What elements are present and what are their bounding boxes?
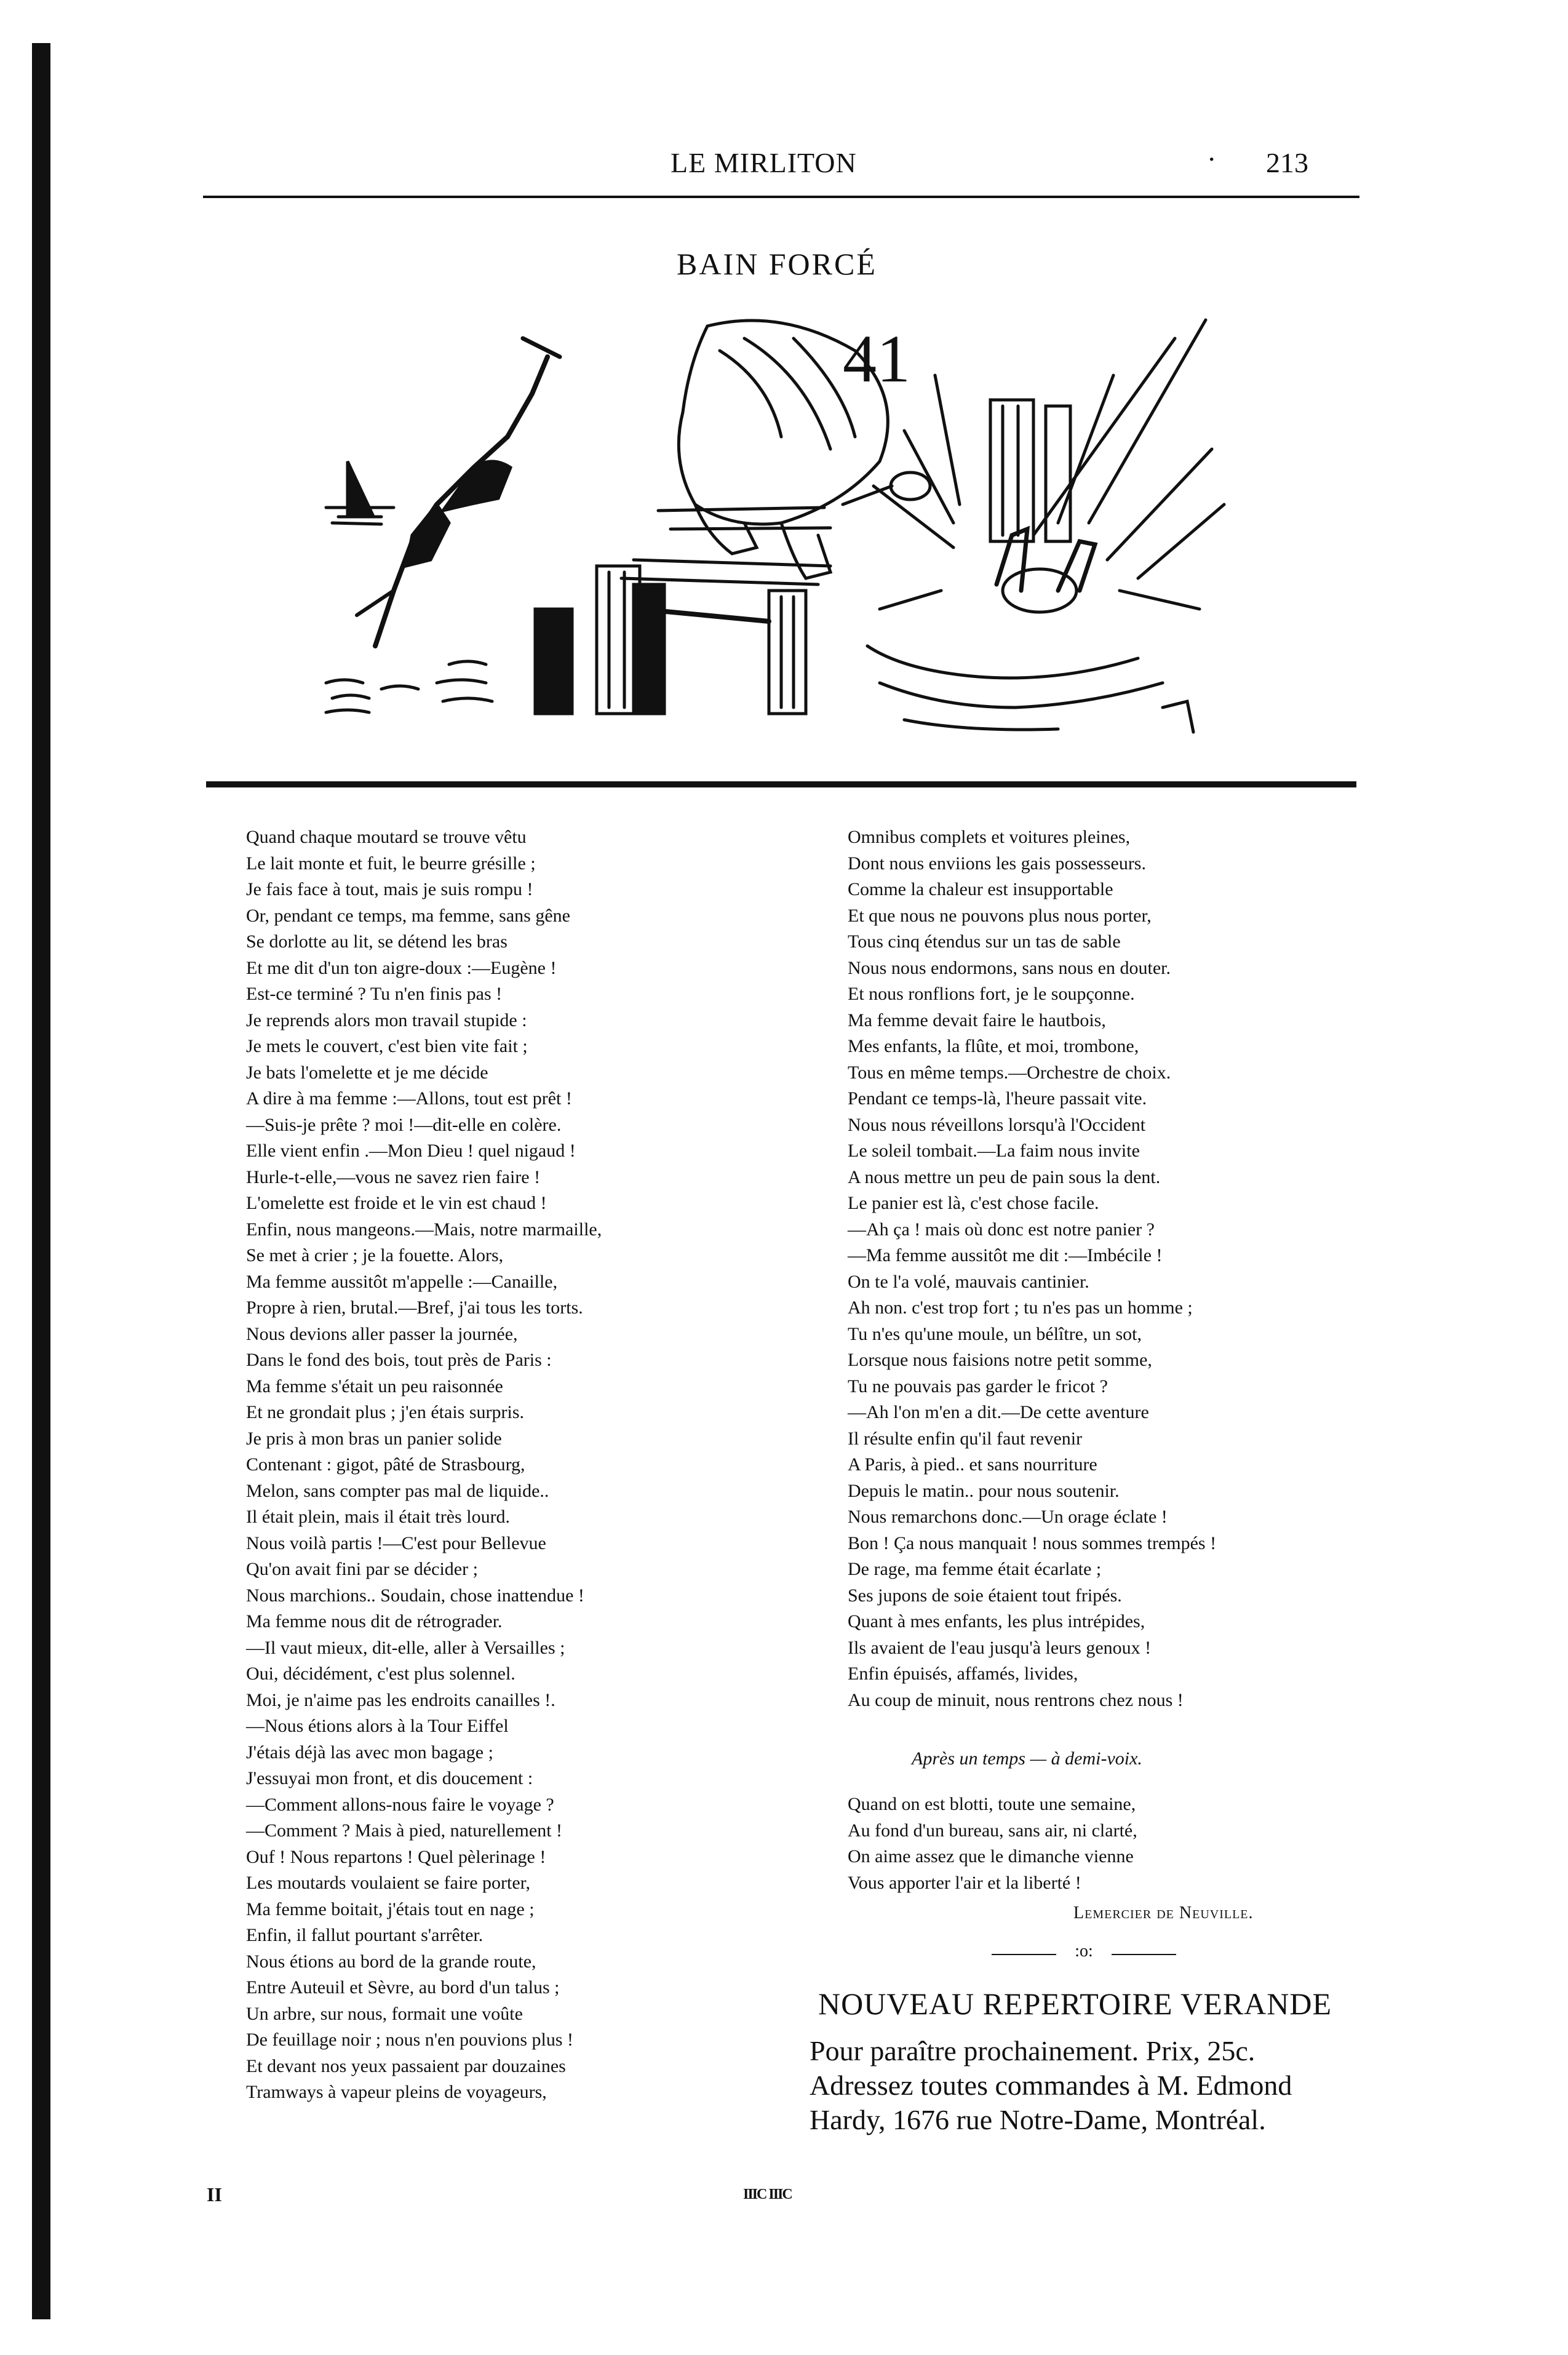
poem-line: Dans le fond des bois, tout près de Paris : (246, 1350, 552, 1370)
poem-line: —Ah l'on m'en a dit.—De cette aventure (848, 1402, 1149, 1422)
poem-line: L'omelette est froide et le vin est chaud ! (246, 1193, 547, 1213)
illustration-left-panel (326, 321, 888, 714)
poem-line: Moi, je n'aime pas les endroits canailles !. (246, 1689, 555, 1710)
running-title: LE MIRLITON (671, 147, 857, 178)
section-separator: :o: (992, 1942, 1176, 1961)
poem-line: Je mets le couvert, c'est bien vite fait ; (246, 1036, 528, 1056)
advert-line: Pour paraître prochainement. Prix, 25c. (810, 2035, 1256, 2066)
poem-line: Au fond d'un bureau, sans air, ni clarté, (848, 1820, 1137, 1841)
poem-line: Elle vient enfin .—Mon Dieu ! quel nigaud ! (246, 1141, 576, 1161)
poem-line: Bon ! Ça nous manquait ! nous sommes trempés ! (848, 1532, 1217, 1553)
poem-line: Nous nous réveillons lorsqu'à l'Occident (848, 1114, 1146, 1135)
poem-line: Quand chaque moutard se trouve vêtu (246, 827, 527, 847)
poem-line: Oui, décidément, c'est plus solennel. (246, 1664, 515, 1684)
poem-line: Contenant : gigot, pâté de Strasbourg, (246, 1454, 525, 1475)
poem-line: A dire à ma femme :—Allons, tout est prêt ! (246, 1088, 572, 1109)
poem-line: Qu'on avait fini par se décider ; (246, 1559, 478, 1579)
poem-line: Ma femme aussitôt m'appelle :—Canaille, (246, 1271, 558, 1292)
poem-line: Les moutards voulaient se faire porter, (246, 1873, 530, 1893)
page-number: 213 (1266, 147, 1308, 178)
stage-direction: Après un temps — à demi-voix. (912, 1748, 1142, 1769)
poem-line: Est-ce terminé ? Tu n'en finis pas ! (246, 984, 503, 1004)
poem-line: Nous marchions.. Soudain, chose inattendue ! (246, 1585, 584, 1606)
poem-line: Au coup de minuit, nous rentrons chez nous ! (848, 1689, 1184, 1710)
poem-line: Quand on est blotti, toute une semaine, (848, 1794, 1136, 1814)
illustration (289, 301, 1273, 744)
poem-line: Je bats l'omelette et je me décide (246, 1062, 488, 1083)
poem-line: J'étais déjà las avec mon bagage ; (246, 1742, 493, 1763)
advert-line: Adressez toutes commandes à M. Edmond (810, 2070, 1292, 2101)
poem-line: —Il vaut mieux, dit-elle, aller à Versailles ; (246, 1637, 565, 1658)
poem-column-right (848, 824, 1216, 1713)
poem-line: Nous remarchons donc.—Un orage éclate ! (848, 1507, 1168, 1527)
poem-line: Enfin, il fallut pourtant s'arrêter. (246, 1925, 484, 1945)
poem-line: Lorsque nous faisions notre petit somme, (848, 1350, 1152, 1370)
advert-title: NOUVEAU REPERTOIRE VERANDE (818, 1986, 1332, 2021)
poem-line: Je reprends alors mon travail stupide : (246, 1010, 527, 1030)
poem-line: Enfin, nous mangeons.—Mais, notre marmaille, (246, 1219, 602, 1240)
poem-line: Mes enfants, la flûte, et moi, trombone, (848, 1036, 1139, 1056)
poem-line: —Comment ? Mais à pied, naturellement ! (246, 1820, 563, 1841)
print-smudge: IIIC IIIC (743, 2186, 792, 2202)
article-title: BAIN FORCÉ (677, 247, 877, 281)
poem-line: Comme la chaleur est insupportable (848, 879, 1113, 899)
poem-line: Je pris à mon bras un panier solide (246, 1428, 502, 1449)
poem-line: Hurle-t-elle,—vous ne savez rien faire ! (246, 1166, 541, 1187)
poem-line: Ma femme nous dit de rétrograder. (246, 1611, 503, 1632)
poem-line: Il résulte enfin qu'il faut revenir (848, 1428, 1083, 1449)
poem-line: Ils avaient de l'eau jusqu'à leurs genoux ! (848, 1637, 1152, 1658)
poem-line: De feuillage noir ; nous n'en pouvions plus ! (246, 2030, 573, 2050)
poem-line: Et me dit d'un ton aigre-doux :—Eugène ! (246, 957, 557, 978)
margin-mark: II (207, 2183, 222, 2206)
poem-line: A nous mettre un peu de pain sous la dent. (848, 1166, 1161, 1187)
poem-line: Nous devions aller passer la journée, (246, 1323, 518, 1344)
poem-line: On te l'a volé, mauvais cantinier. (848, 1271, 1089, 1292)
poem-line: Enfin épuisés, affamés, livides, (848, 1664, 1078, 1684)
poem-line: Quant à mes enfants, les plus intrépides, (848, 1611, 1145, 1632)
poem-line: Et que nous ne pouvons plus nous porter, (848, 905, 1152, 926)
poem-line: Et ne grondait plus ; j'en étais surpris. (246, 1402, 524, 1422)
poem-line: —Ah ça ! mais où donc est notre panier ? (848, 1219, 1155, 1240)
poem-line: De rage, ma femme était écarlate ; (848, 1559, 1102, 1579)
poem-line: Omnibus complets et voitures pleines, (848, 827, 1131, 847)
poem-line: Ma femme boitait, j'étais tout en nage ; (246, 1899, 535, 1919)
author-signature: Lemercier de Neuville. (1073, 1903, 1254, 1923)
poem-line: Tu ne pouvais pas garder le fricot ? (848, 1376, 1108, 1397)
advert-line: Hardy, 1676 rue Notre-Dame, Montréal. (810, 2104, 1266, 2135)
poem-line: —Suis-je prête ? moi !—dit-elle en colère. (246, 1114, 562, 1135)
poem-line: Depuis le matin.. pour nous soutenir. (848, 1480, 1120, 1501)
poem-line: Propre à rien, brutal.—Bref, j'ai tous les torts. (246, 1297, 583, 1318)
poem-line: Pendant ce temps-là, l'heure passait vite. (848, 1088, 1147, 1109)
poem-line: Nous étions au bord de la grande route, (246, 1951, 536, 1972)
poem-line: Melon, sans compter pas mal de liquide.. (246, 1480, 549, 1501)
poem-column-left (246, 824, 602, 2106)
poem-line: A Paris, à pied.. et sans nourriture (848, 1454, 1097, 1475)
poem-line: —Nous étions alors à la Tour Eiffel (246, 1716, 509, 1736)
page-edge-bar (32, 43, 50, 2319)
poem-line: Ah non. c'est trop fort ; tu n'es pas un homme ; (848, 1297, 1193, 1318)
poem-closing-stanza (848, 1791, 1137, 1896)
poem-line: —Ma femme aussitôt me dit :—Imbécile ! (848, 1245, 1163, 1265)
poem-line: Tous cinq étendus sur un tas de sable (848, 931, 1121, 952)
poem-line: Tu n'es qu'une moule, un bélître, un sot, (848, 1323, 1142, 1344)
poem-line: Tramways à vapeur pleins de voyageurs, (246, 2082, 547, 2102)
poem-line: Le soleil tombait.—La faim nous invite (848, 1141, 1140, 1161)
illustration-right-panel (843, 320, 1224, 732)
poem-line: Et devant nos yeux passaient par douzaines (246, 2055, 566, 2076)
poem-line: Le lait monte et fuit, le beurre grésille ; (246, 853, 536, 874)
header-dot: · (1207, 143, 1217, 175)
poem-line: Le panier est là, c'est chose facile. (848, 1193, 1099, 1213)
poem-line: Dont nous enviions les gais possesseurs. (848, 853, 1146, 874)
poem-line: J'essuyai mon front, et dis doucement : (246, 1768, 533, 1788)
poem-line: On aime assez que le dimanche vienne (848, 1846, 1134, 1867)
poem-line: Tous en même temps.—Orchestre de choix. (848, 1062, 1171, 1083)
poem-line: Nous nous endormons, sans nous en douter. (848, 957, 1171, 978)
poem-line: Vous apporter l'air et la liberté ! (848, 1872, 1081, 1893)
poem-line: Ouf ! Nous repartons ! Quel pèlerinage ! (246, 1846, 546, 1867)
advert-body (810, 2034, 1292, 2137)
header-rule (203, 196, 1359, 198)
poem-line: Il était plein, mais il était très lourd. (246, 1507, 511, 1527)
poem-line: Nous voilà partis !—C'est pour Bellevue (246, 1532, 546, 1553)
poem-line: Ma femme devait faire le hautbois, (848, 1010, 1106, 1030)
panel-number: 41 (843, 321, 910, 396)
section-rule (206, 781, 1356, 787)
poem-line: Entre Auteuil et Sèvre, au bord d'un talus ; (246, 1977, 560, 1998)
poem-line: Se dorlotte au lit, se détend les bras (246, 931, 507, 952)
poem-line: Ses jupons de soie étaient tout fripés. (848, 1585, 1122, 1606)
poem-line: Je fais face à tout, mais je suis rompu ! (246, 879, 533, 899)
poem-line: Or, pendant ce temps, ma femme, sans gêne (246, 905, 570, 926)
poem-line: —Comment allons-nous faire le voyage ? (246, 1794, 554, 1815)
poem-line: Et nous ronflions fort, je le soupçonne. (848, 984, 1135, 1004)
poem-line: Se met à crier ; je la fouette. Alors, (246, 1245, 504, 1265)
poem-line: Ma femme s'était un peu raisonnée (246, 1376, 503, 1397)
poem-line: Un arbre, sur nous, formait une voûte (246, 2003, 523, 2024)
